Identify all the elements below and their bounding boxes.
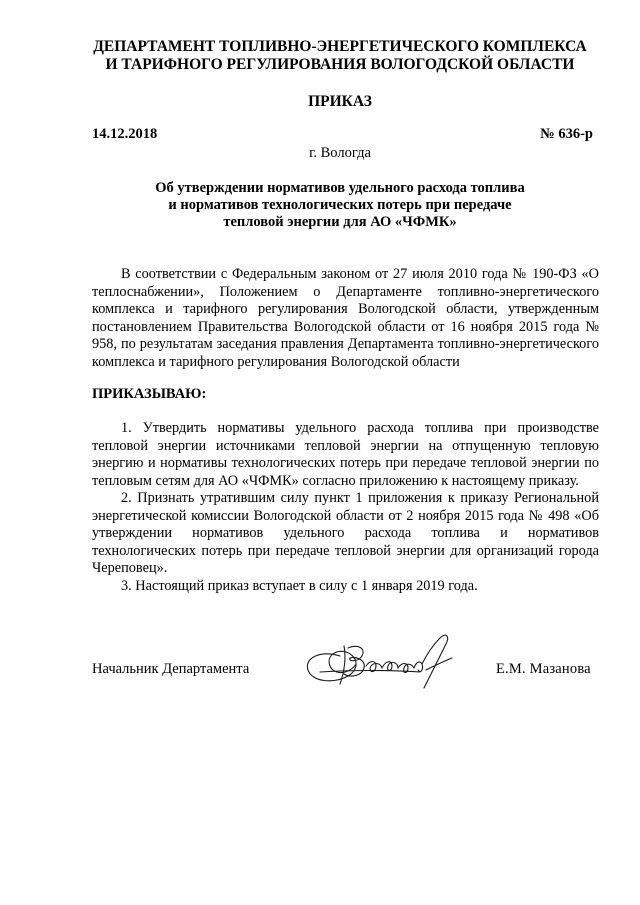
orders-heading: ПРИКАЗЫВАЮ: bbox=[92, 386, 207, 402]
order-item-1: 1. Утвердить нормативы удельного расхода топлива при производстве тепловой энергии источниками тепловой энергии на отпущенную тепловую энергию и нормативы технологических потерь при передаче тепловой энергии по тепловым сетям для АО «ЧФМК» согласно приложению к настоящему приказу. bbox=[92, 420, 599, 489]
order-items bbox=[92, 420, 599, 595]
order-item-2: 2. Признать утратившим силу пункт 1 приложения к приказу Региональной энергетической комиссии Вологодской области от 2 ноября 2015 года № 498 «Об утверждении нормативов удельного расхода топлива и нормативов технологических потерь при передаче тепловой энергии для организаций города Череповец». bbox=[92, 490, 599, 576]
subject-line-3: тепловой энергии для АО «ЧФМК» bbox=[223, 214, 457, 230]
department-header-line-1: ДЕПАРТАМЕНТ ТОПЛИВНО-ЭНЕРГЕТИЧЕСКОГО КОМПЛЕКСА bbox=[93, 38, 587, 55]
subject-line-1: Об утверждении нормативов удельного расхода топлива bbox=[155, 180, 525, 196]
order-item-3: 3. Настоящий приказ вступает в силу с 1 января 2019 года. bbox=[121, 577, 478, 594]
department-header bbox=[90, 38, 590, 74]
subject-line-2: и нормативов технологических потерь при передаче bbox=[168, 197, 512, 213]
document-type: ПРИКАЗ bbox=[308, 93, 372, 110]
document-date: 14.12.2018 bbox=[92, 126, 158, 142]
document-subject bbox=[90, 180, 590, 231]
handwritten-signature bbox=[300, 626, 470, 696]
department-header-line-2: И ТАРИФНОГО РЕГУЛИРОВАНИЯ ВОЛОГОДСКОЙ ОБЛАСТИ bbox=[105, 56, 575, 73]
document-number: № 636-р bbox=[540, 126, 593, 142]
signer-title: Начальник Департамента bbox=[92, 661, 250, 677]
signer-name: Е.М. Мазанова bbox=[496, 661, 591, 677]
preamble-paragraph: В соответствии с Федеральным законом от 27 июля 2010 года № 190-ФЗ «О теплоснабжении», Положением о Департаменте топливно-энергетического комплекса и тарифного регулирования Вологодской области, утвержденным постановлением Правительства Вологодской области от 16 ноября 2015 года № 958, по результатам заседания правления Департамента топливно-энергетического комплекса и тарифного регулирования Вологодской области bbox=[92, 266, 599, 370]
document-city: г. Вологда bbox=[309, 145, 371, 161]
